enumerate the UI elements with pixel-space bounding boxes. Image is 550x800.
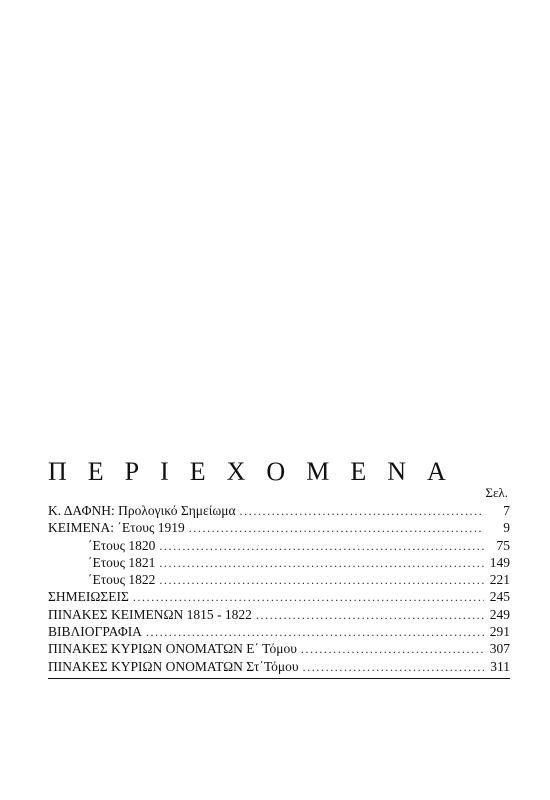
toc-entry-page: 7 — [503, 503, 510, 518]
toc-entry-label: Κ. ΔΑΦΝΗ: Προλογικό Σημείωμα — [48, 503, 236, 518]
toc-entry-page: 245 — [489, 589, 510, 605]
toc-entry-text-tables — [48, 606, 510, 623]
toc-entry-names-index-vol6 — [48, 658, 510, 675]
toc-entry-label: ΠΙΝΑΚΕΣ ΚΕΙΜΕΝΩΝ 1815 - 1822 — [48, 606, 252, 622]
toc-entry-texts-1919 — [48, 519, 510, 536]
toc-entry-label: ΄Ετους 1822 — [88, 572, 156, 588]
toc-entry-page: 311 — [490, 658, 510, 674]
dot-leader — [301, 641, 484, 658]
toc-entry-names-index-vol5 — [48, 640, 510, 657]
toc-entry-label: ΚΕΙΜΕΝΑ: ΄Ετους 1919 — [48, 520, 185, 536]
dot-leader — [146, 624, 484, 641]
toc-entry-year-1820 — [48, 537, 510, 554]
dot-leader — [133, 589, 484, 606]
toc-entry-label: ΣΗΜΕΙΩΣΕΙΣ — [48, 589, 129, 605]
bottom-rule — [48, 678, 510, 679]
dot-leader — [240, 503, 484, 520]
toc-entry-page: 221 — [489, 572, 510, 588]
dot-leader — [303, 659, 484, 676]
dot-leader — [159, 572, 484, 589]
dot-leader — [159, 555, 484, 572]
toc-entry-label: ΠΙΝΑΚΕΣ ΚΥΡΙΩΝ ΟΝΟΜΑΤΩΝ Στ΄Τόμου — [48, 658, 299, 674]
toc-entry-page: 307 — [489, 641, 510, 657]
toc-entry-page: 149 — [489, 554, 510, 570]
toc-entry-page: 291 — [489, 624, 510, 640]
toc-entry-label: ΠΙΝΑΚΕΣ ΚΥΡΙΩΝ ΟΝΟΜΑΤΩΝ Ε΄ Τόμου — [48, 641, 297, 657]
toc-title: ΠΕΡΙΕΧΟΜΕΝΑ — [48, 457, 467, 486]
toc-entry-year-1822 — [48, 571, 510, 588]
toc-entry-label: ΄Ετους 1821 — [88, 554, 156, 570]
toc-entry-label: ΄Ετους 1820 — [88, 537, 156, 553]
dot-leader — [256, 607, 484, 624]
page-column-label: Σελ. — [485, 485, 508, 500]
toc-list — [48, 502, 510, 675]
toc-entry-notes — [48, 588, 510, 605]
toc-entry-label: ΒΙΒΛΙΟΓΡΑΦΙΑ — [48, 624, 142, 640]
toc-entry-year-1821 — [48, 554, 510, 571]
toc-entry-prologue — [48, 502, 510, 519]
toc-entry-page: 249 — [489, 606, 510, 622]
dot-leader — [159, 538, 484, 555]
dot-leader — [189, 520, 484, 537]
toc-entry-page: 75 — [496, 537, 510, 553]
toc-entry-page: 9 — [503, 520, 510, 536]
toc-entry-bibliography — [48, 623, 510, 640]
table-of-contents — [48, 458, 510, 687]
